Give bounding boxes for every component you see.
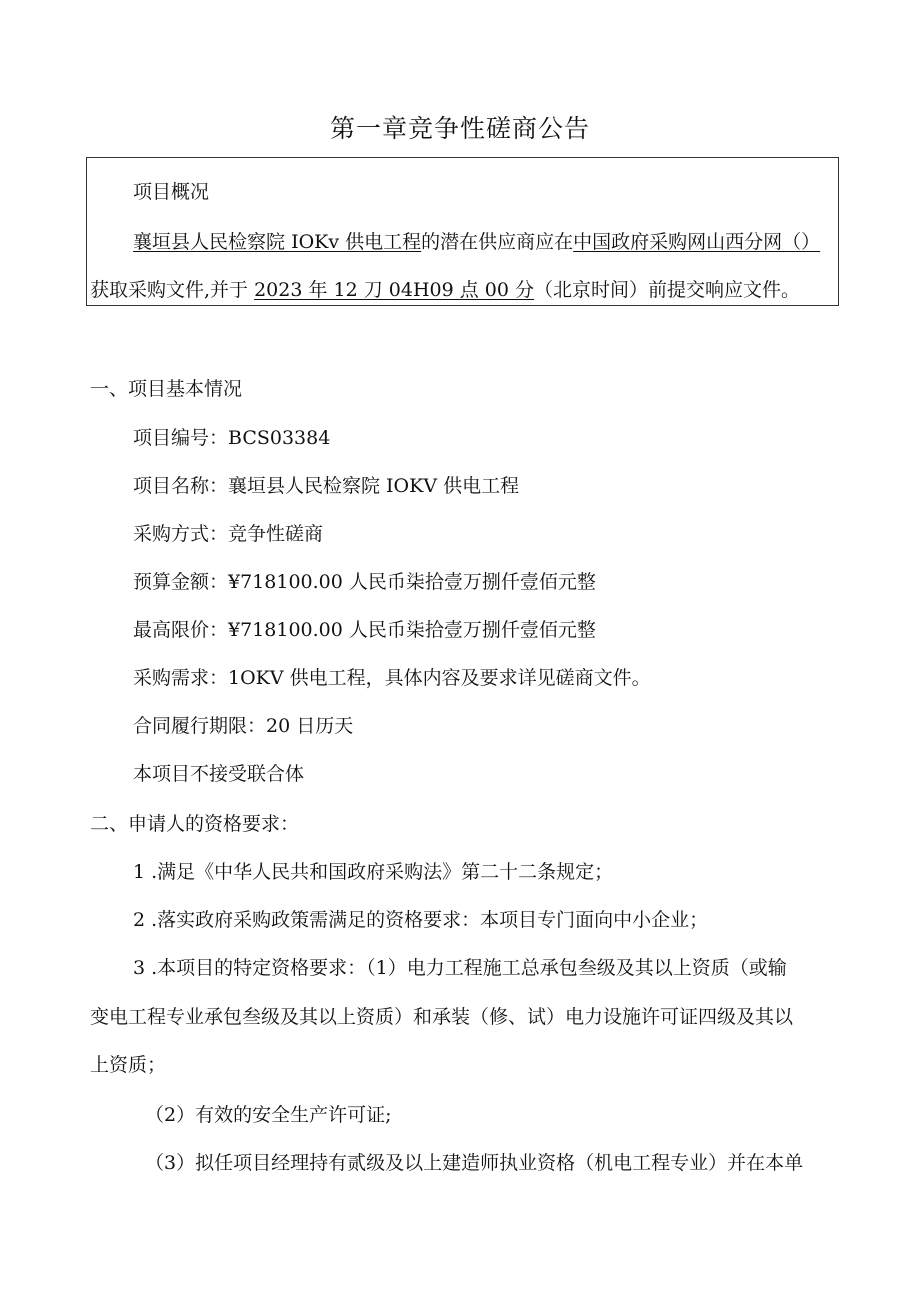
project-name-link: 襄垣县人民检察院 IOKv 供电工程 — [133, 231, 422, 253]
requirement-1: 1 .满足《中华人民共和国政府采购法》第二十二条规定； — [133, 861, 614, 883]
section-2-heading: 二、申请人的资格要求： — [90, 813, 300, 835]
project-name: 项目名称：襄垣县人民检察院 IOKV 供电工程 — [133, 475, 520, 497]
contract-period: 合同履行期限：20 日历天 — [133, 715, 354, 737]
procurement-site-link: 中国政府采购网山西分网（） — [573, 231, 821, 253]
price-ceiling: 最高限价：¥718100.00 人民币柒拾壹万捌仟壹佰元整 — [133, 619, 596, 641]
requirement-3-line-2: 变电工程专业承包叁级及其以上资质）和承装（修、试）电力设施许可证四级及其以 — [90, 1006, 794, 1028]
project-number: 项目编号：BCS03384 — [133, 427, 331, 449]
requirement-3-item-3: （3）拟任项目经理持有贰级及以上建造师执业资格（机电工程专业）并在本单 — [145, 1152, 804, 1174]
overview-text: 获取采购文件,并于 — [90, 279, 249, 301]
procurement-requirement: 采购需求：1OKV 供电工程，具体内容及要求详见磋商文件。 — [133, 667, 651, 689]
budget-amount: 预算金额：¥718100.00 人民币柒拾壹万捌仟壹佰元整 — [133, 571, 596, 593]
overview-line-2 — [90, 276, 800, 304]
overview-line-1 — [133, 228, 820, 256]
overview-text: 的潜在供应商应在 — [421, 231, 574, 253]
deadline-text: 2023 年 12 刀 04H09 点 00 分 — [254, 279, 535, 301]
procurement-method: 采购方式：竞争性磋商 — [133, 523, 324, 545]
requirement-2: 2 .落实政府采购政策需满足的资格要求：本项目专门面向中小企业； — [133, 909, 709, 931]
requirement-3-line-1: 3 .本项目的特定资格要求：（1）电力工程施工总承包叁级及其以上资质（或输 — [133, 957, 787, 979]
requirement-3-line-3: 上资质； — [90, 1054, 167, 1076]
no-consortium: 本项目不接受联合体 — [133, 763, 305, 785]
overview-heading: 项目概况 — [133, 181, 210, 203]
section-1-heading: 一、项目基本情况 — [90, 378, 243, 400]
page-title: 第一章竞争性磋商公告 — [329, 114, 590, 143]
overview-text: （北京时间）前提交响应文件。 — [534, 279, 801, 301]
requirement-3-item-2: （2）有效的安全生产许可证; — [145, 1104, 392, 1126]
